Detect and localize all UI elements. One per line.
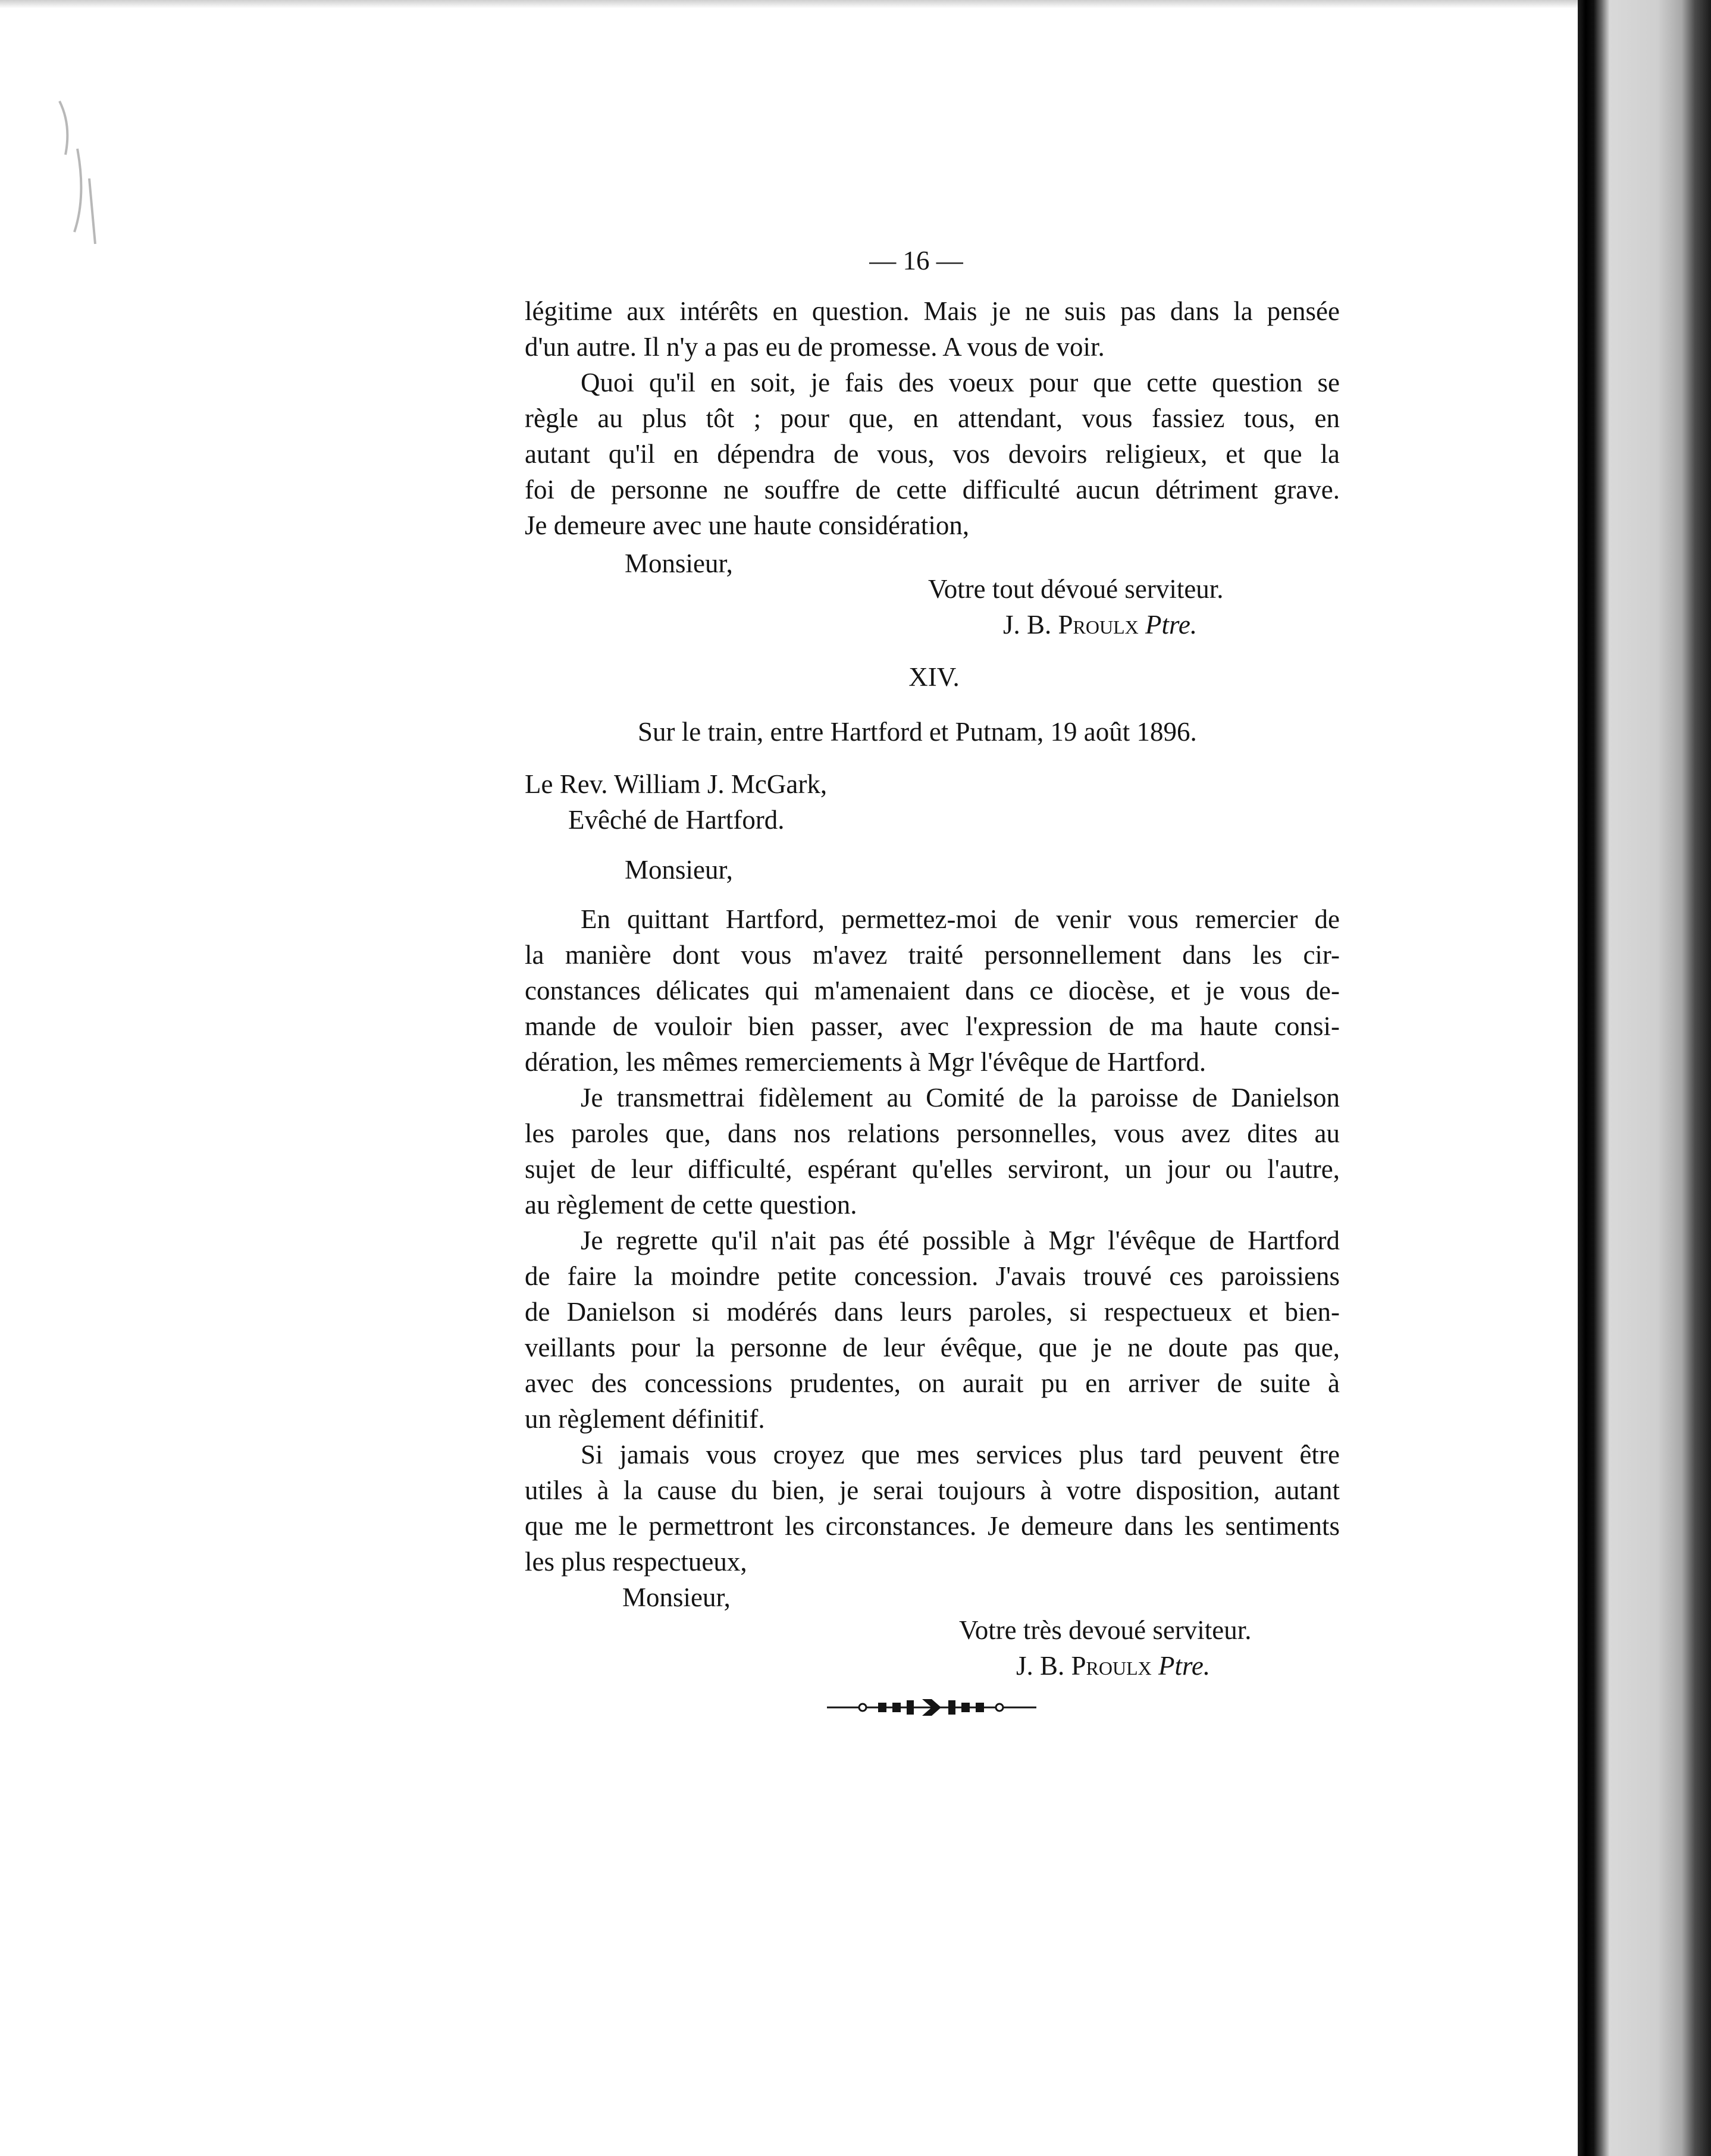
letter-line: Si jamais vous croyez que mes services plus tard peuvent être bbox=[581, 1440, 1340, 1469]
letter-line: les paroles que, dans nos relations personnelles, vous avez dites au bbox=[525, 1118, 1340, 1148]
margin-smudge bbox=[54, 89, 101, 268]
recipient-name: Le Rev. William J. McGark, bbox=[525, 769, 828, 799]
letter-line: Quoi qu'il en soit, je fais des voeux pour que cette question se bbox=[581, 368, 1340, 397]
signature-name: Proulx bbox=[1058, 610, 1139, 640]
letter-line: de faire la moindre petite concession. J'avais trouvé ces paroissiens bbox=[525, 1261, 1340, 1291]
dateline: Sur le train, entre Hartford et Putnam, 19 août 1896. bbox=[638, 717, 1197, 747]
letter-line: veillants pour la personne de leur évêque, que je ne doute pas que, bbox=[525, 1333, 1340, 1362]
letter-line: la manière dont vous m'avez traité personnellement dans les cir- bbox=[525, 940, 1340, 970]
recipient-address: Evêché de Hartford. bbox=[568, 805, 785, 835]
signature-title: Ptre. bbox=[1158, 1651, 1211, 1681]
letter-line: utiles à la cause du bien, je serai toujours à votre disposition, autant bbox=[525, 1475, 1340, 1505]
signature-name: Proulx bbox=[1071, 1651, 1152, 1681]
letter-line: dération, les mêmes remerciements à Mgr l'évêque de Hartford. bbox=[525, 1047, 1207, 1077]
letter-line: d'un autre. Il n'y a pas eu de promesse. A vous de voir. bbox=[525, 332, 1105, 362]
letter-line: mande de vouloir bien passer, avec l'expression de ma haute consi- bbox=[525, 1011, 1340, 1041]
second-letter-signature bbox=[1016, 1648, 1210, 1684]
letter-line: au règlement de cette question. bbox=[525, 1190, 857, 1220]
first-letter-signature bbox=[1003, 607, 1197, 643]
letter-line: Je demeure avec une haute considération, bbox=[525, 510, 970, 540]
first-letter-salutation: Monsieur, bbox=[625, 549, 733, 578]
letter-line: les plus respectueux, bbox=[525, 1547, 747, 1577]
page-number: — 16 — bbox=[869, 246, 963, 275]
page-top-edge bbox=[0, 0, 1582, 8]
letter-line: Je transmettrai fidèlement au Comité de la paroisse de Danielson bbox=[581, 1083, 1340, 1113]
letter-line: un règlement définitif. bbox=[525, 1404, 765, 1434]
letter-line: En quittant Hartford, permettez-moi de venir vous remercier de bbox=[581, 904, 1340, 934]
letter-line: autant qu'il en dépendra de vous, vos devoirs religieux, et que la bbox=[525, 439, 1340, 469]
letter-line: foi de personne ne souffre de cette difficulté aucun détriment grave. bbox=[525, 475, 1340, 504]
letter-line: de Danielson si modérés dans leurs paroles, si respectueux et bien- bbox=[525, 1297, 1340, 1327]
signature-initials: J. B. bbox=[1003, 610, 1052, 640]
section-heading: XIV. bbox=[908, 662, 960, 692]
greeting: Monsieur, bbox=[625, 855, 733, 885]
letter-line: constances délicates qui m'amenaient dans ce diocèse, et je vous de- bbox=[525, 976, 1340, 1005]
second-letter-salutation: Monsieur, bbox=[622, 1582, 731, 1612]
letter-line: que me le permettront les circonstances. Je demeure dans les sentiments bbox=[525, 1511, 1340, 1541]
second-letter-closing: Votre très devoué serviteur. bbox=[959, 1615, 1252, 1645]
signature-title: Ptre. bbox=[1145, 610, 1198, 640]
book-binding-edge bbox=[1578, 0, 1711, 2156]
letter-line: règle au plus tôt ; pour que, en attendant, vous fassiez tous, en bbox=[525, 403, 1340, 433]
letter-line: légitime aux intérêts en question. Mais je ne suis pas dans la pensée bbox=[525, 296, 1340, 326]
letter-line: avec des concessions prudentes, on aurait pu en arriver de suite à bbox=[525, 1368, 1340, 1398]
first-letter-closing: Votre tout dévoué serviteur. bbox=[928, 574, 1224, 604]
ornament-divider-icon bbox=[827, 1697, 1036, 1718]
letter-line: sujet de leur difficulté, espérant qu'elles serviront, un jour ou l'autre, bbox=[525, 1154, 1340, 1184]
letter-line: Je regrette qu'il n'ait pas été possible à Mgr l'évêque de Hartford bbox=[581, 1226, 1340, 1255]
signature-initials: J. B. bbox=[1016, 1651, 1065, 1681]
